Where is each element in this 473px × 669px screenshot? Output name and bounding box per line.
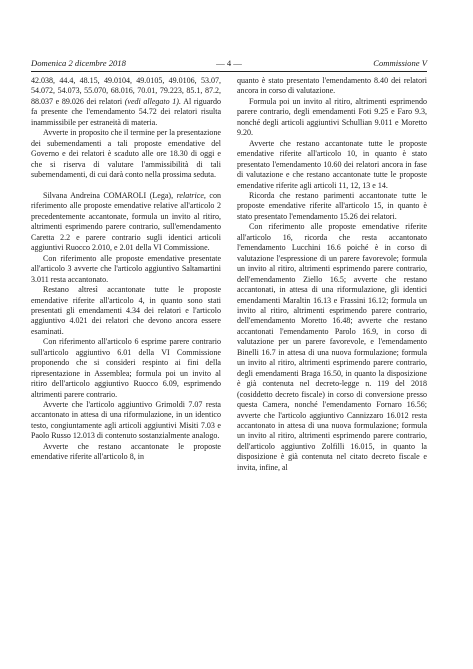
paragraph: Formula poi un invito al ritiro, altrimenti esprimendo parere contrario, degli emendamenti Foti 9.25 e Faro 9.3, nonché degli articoli aggiuntivi Schullian 9.011 e Moretto 9.20. — [237, 96, 427, 138]
speaker-name: Silvana Andreina COMAROLI — [43, 190, 147, 200]
paragraph: Avverte in proposito che il termine per la presentazione dei subemendamenti a tali proposte emendative del Governo e dei relatori è scaduto alle ore 18.30 di oggi e che si riserva di valutare l'ammissibilità di tali subemendamenti, di cui darà conto nella prossima seduta. — [31, 128, 221, 180]
speaker-role: relatrice — [176, 190, 204, 200]
paragraph: Avverte che restano accantonate tutte le proposte emendative riferite all'articolo 10, in quanto è stato presentato l'emendamento 10.60 dei relatori ancora in fase di valutazione e che restano accantonate tutte le proposte emendative riferite agli articoli 11, 12, 13 e 14. — [237, 138, 427, 190]
paragraph: Con riferimento alle proposte emendative presentate all'articolo 3 avverte che l'articolo aggiuntivo Saltamartini 3.011 resta accantonato. — [31, 253, 221, 284]
header-page-number: — 4 — — [216, 58, 242, 68]
page-header — [31, 58, 427, 70]
left-column — [31, 76, 221, 661]
paragraph: Avverte che l'articolo aggiuntivo Grimoldi 7.07 resta accantonato in attesa di una riformulazione, in un identico testo, congiuntamente agli articoli aggiuntivi Misiti 7.03 e Paolo Russo 12.013 di contenuto sostanzialmente analogo. — [31, 400, 221, 441]
paragraph: Ricorda che restano parimenti accantonate tutte le proposte emendative riferite all'articolo 15, in quanto è stato presentato l'emendamento 15.26 dei relatori. — [237, 190, 427, 221]
paragraph: Con riferimento all'articolo 6 esprime parere contrario sull'articolo aggiuntivo 6.01 della VI Commissione proponendo che si consideri respinto ai fini della ripresentazione in Assemblea; formula poi un invito al ritiro dell'articolo aggiuntivo Ruocco 6.09, esprimendo altrimenti parere contrario. — [31, 337, 221, 399]
paragraph: Con riferimento alle proposte emendative riferite all'articolo 16, ricorda che resta accantonato l'emendamento Lucchini 16.6 poiché è in corso di valutazione l'espressione di un parere favorevole; formula un invito al ritiro, altrimenti esprimendo parere contrario, dell'emendamento Ziello 16.5; avverte che restano accantonati, in attesa di una riformulazione, gli identici emendamenti Maraltin 16.13 e Frassini 16.12; formula un invito al ritiro, altrimenti esprimendo parere contrario, dell'emendamento Moretto 16.48; avverte che restano accantonati l'emendamento Parolo 16.9, in corso di valutazione per un parere favorevole, e l'emendamento Binelli 16.7 in attesa di una nuova formulazione; formula un invito al ritiro, altrimenti esprimendo parere contrario, degli emendamenti Braga 16.50, in quanto la disposizione è già contenuta nel decreto-legge n. 119 del 2018 (cosiddetto decreto fiscale) in corso di conversione presso questa Camera, nonché l'emendamento Fornaro 16.56; avverte che l'articolo aggiuntivo Cannizzaro 16.012 resta accantonato in attesa di una nuova formulazione; formula un invito al ritiro, altrimenti esprimendo parere contrario, dell'articolo aggiuntivo Zolfilli 16.015, in quanto la disposizione è già contenuta nel citato decreto fiscale e invita, infine, al — [237, 222, 427, 472]
paragraph: Restano altresì accantonate tutte le proposte emendative riferite all'articolo 4, in quanto sono stati presentati gli emendamenti 4.34 dei relatori e l'articolo aggiuntivo 4.021 dei relatori che devono ancora essere esaminati. — [31, 285, 221, 336]
header-rule — [31, 71, 427, 72]
paragraph: 42.038, 44.4, 48.15, 49.0104, 49.0105, 49.0106, 53.07, 54.072, 54.073, 55.070, 68.016, 70.01, 79.223, 85.1, 87.2, 88.037 e 89.026 dei relatori (vedi allegato 1). Al riguardo fa presente che l'emendamento 54.72 dei relatori risulta inammissibile per estraneità di materia. — [31, 76, 221, 127]
right-column — [237, 76, 427, 661]
paragraph: Silvana Andreina COMAROLI (Lega), relatrice, con riferimento alle proposte emendative relative all'articolo 2 precedentemente accantonate, formula un invito al ritiro, altrimenti esprimendo parere contrario, sull'emendamento Caretta 2.2 e parere contrario sugli identici articoli aggiuntivi Ruocco 2.010, e 2.01 della VI Commissione. — [31, 190, 221, 253]
allegato-reference: (vedi allegato 1). — [124, 96, 181, 106]
paragraph: Avverte che restano accantonate le proposte emendative riferite all'articolo 8, in — [31, 441, 221, 462]
header-date: Domenica 2 dicembre 2018 — [31, 58, 126, 68]
paragraph: quanto è stato presentato l'emendamento 8.40 dei relatori ancora in corso di valutazione. — [237, 76, 427, 96]
header-commission: Commissione V — [373, 58, 427, 68]
